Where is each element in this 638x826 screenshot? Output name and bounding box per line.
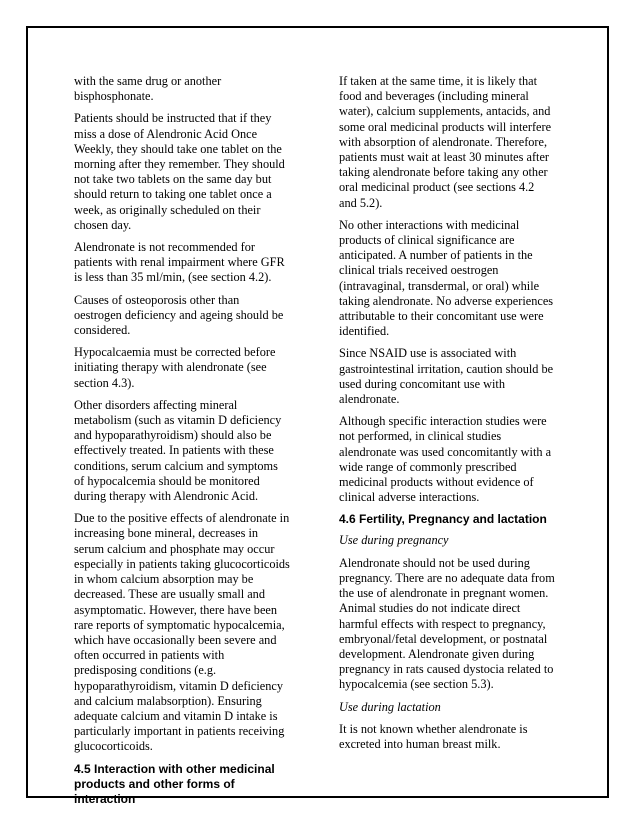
paragraph: with the same drug or another bisphosphonate. bbox=[74, 74, 222, 104]
paragraph: Other disorders affecting mineral metabolism (such as vitamin D deficiency and hypoparathyroidism) should also be effectively treated. In patients with these conditions, serum calcium and symptoms of hypocalcemia should be monitored during therapy with Alendronic Acid. bbox=[74, 397, 282, 504]
paragraph: Although specific interaction studies were not performed, in clinical studies alendronate was used concomitantly with a wide range of commonly prescribed medicinal products without evidence of clinical adverse interactions. bbox=[339, 414, 552, 505]
paragraph: Since NSAID use is associated with gastrointestinal irritation, caution should be used during concomitant use with alendronate. bbox=[339, 346, 554, 407]
subheading-lactation: Use during lactation bbox=[339, 699, 441, 714]
paragraph: Patients should be instructed that if they miss a dose of Alendronic Acid Once Weekly, they should take one tablet on the morning after they remember. They should not take two tablets on the same day but should return to taking one tablet once a week, as originally scheduled on their chosen day. bbox=[74, 111, 285, 232]
right-column bbox=[339, 74, 555, 759]
paragraph-pregnancy: Alendronate should not be used during pregnancy. There are no adequate data from the use of alendronate in pregnant women. Animal studies do not indicate direct harmful effects with respect to pregnancy, embryonal/fetal development, or postnatal development. Alendronate given during pregnancy in rats caused dystocia related to hypocalcemia (see section 5.3). bbox=[339, 555, 555, 692]
paragraph: If taken at the same time, it is likely that food and beverages (including mineral water), calcium supplements, antacids, and some oral medicinal products will interfere with absorption of alendronate. Therefore, patients must wait at least 30 minutes after taking alendronate before taking any other oral medicinal product (see sections 4.2 and 5.2). bbox=[339, 74, 552, 210]
paragraph: Alendronate is not recommended for patients with renal impairment where GFR is less than 35 ml/min, (see section 4.2). bbox=[74, 240, 285, 285]
paragraph: No other interactions with medicinal products of clinical significance are anticipated. A number of patients in the clinical trials received oestrogen (intravaginal, transdermal, or oral) while taking alendronate. No adverse experiences attributable to their concomitant use were identified. bbox=[339, 217, 554, 339]
paragraph: Causes of osteoporosis other than oestrogen deficiency and ageing should be considered. bbox=[74, 292, 284, 338]
paragraph: Due to the positive effects of alendronate in increasing bone mineral, decreases in serum calcium and phosphate may occur especially in patients taking glucocorticoids in whom calcium absorption may be decreased. These are usually small and asymptomatic. However, there have been rare reports of symptomatic hypocalcemia, which have occasionally been severe and often occurred in patients with predisposing conditions (e.g. hypoparathyroidism, vitamin D deficiency and calcium malabsorption). Ensuring adequate calcium and vitamin D intake is particularly important in patients receiving glucocorticoids. bbox=[74, 511, 290, 754]
subheading-pregnancy: Use during pregnancy bbox=[339, 533, 449, 548]
paragraph-lactation: It is not known whether alendronate is excreted into human breast milk. bbox=[339, 721, 528, 751]
section-heading-4-5: 4.5 Interaction with other medicinal products and other forms of interaction bbox=[74, 761, 275, 806]
section-heading-4-6: 4.6 Fertility, Pregnancy and lactation bbox=[339, 512, 547, 527]
left-column bbox=[74, 74, 290, 813]
paragraph: Hypocalcaemia must be corrected before initiating therapy with alendronate (see section 4.3). bbox=[74, 345, 276, 390]
